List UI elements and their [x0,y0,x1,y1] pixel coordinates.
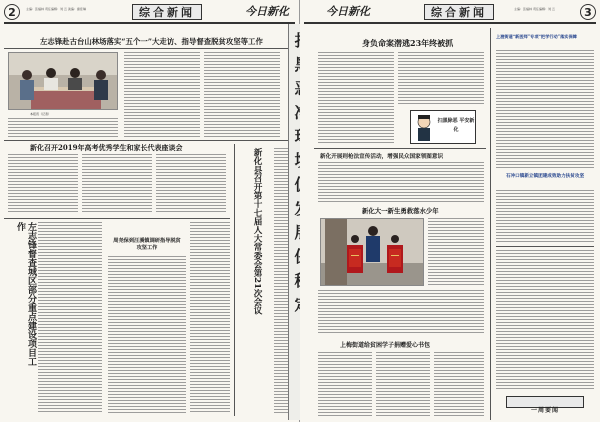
bottom-headline: 上梅街道给贫困学子捐赠爱心书包 [340,342,431,349]
sub-headline: 周尧保到汪溪镇调研指导脱贫攻坚工作 [113,238,181,251]
article-body [318,52,394,144]
right-page [300,0,600,422]
page-number: 3 [580,4,596,20]
lead-headline: 身负命案潜逃23年终被抓 [362,38,454,48]
divider [4,140,295,141]
divider [314,148,486,149]
vertical-headline: 左志锋督查城区部分重点建设项目工作 [15,222,36,366]
side-mid-headline: 石冲口镇新立镇团建成效助力扶贫攻坚 [505,174,585,179]
meeting-scene-image [9,53,118,110]
students-photo [320,218,424,286]
mid-headline: 新化召开2019年高考优秀学生和家长代表座谈会 [30,143,183,152]
article-body [108,256,186,414]
article-body [8,118,118,138]
article-body [124,52,200,138]
header-meta: 主编：张福林 责任编辑：刘 云 [514,7,555,11]
section-title: 综合新闻 [132,4,202,20]
footer-label: 一周要闻 [530,407,559,414]
article-body [434,352,484,416]
page-number: 2 [4,4,20,20]
article-body [190,222,230,414]
article-body [82,154,152,214]
article-body [38,222,102,414]
divider [234,144,235,416]
divider [490,28,491,420]
article-body [496,190,594,242]
masthead-logo: 今日新化 [245,5,289,18]
feature-headline: 新化大一新生勇救落水少年 [362,207,439,215]
badge-text: 扫黑除恶 平安新化 [437,118,475,133]
article-body [398,52,484,104]
side-top-headline: 上渡街道“新医师”专项“把学行动”落实保障 [496,34,577,39]
article-body [376,352,430,416]
award-scene-image [321,219,424,286]
vertical-headline: 新化县召开第十七届人大常委会第21次会议 [252,148,262,315]
article-body [428,218,484,286]
article-body [318,290,484,334]
article-body [318,352,372,416]
article-body [318,162,484,202]
article-body [496,50,594,170]
section-title: 综合新闻 [424,4,494,20]
masthead-logo: 今日新化 [326,5,370,18]
header-meta: 主编：张福林 责任编辑：刘 云 美编：谢佳琳 [26,7,86,11]
divider [4,48,295,49]
divider [4,218,230,219]
photo-caption: 本报讯（记者） [30,112,52,116]
police-cartoon-icon [413,113,435,143]
divider [496,246,594,247]
article-body [204,52,280,138]
article-body [156,154,226,214]
right-page-header [304,4,596,24]
left-page-header [4,4,295,24]
meeting-photo [8,52,118,110]
news-digest-body [496,250,594,390]
footer-label-box [506,396,584,414]
mid-headline: 新化开展则枪法宣传活动，增强民众国家领图意识 [320,154,444,160]
anti-crime-badge [410,110,476,144]
lead-headline: 左志锋赴古台山林场落实“五个一”大走访、指导督查脱贫攻坚等工作 [40,37,263,46]
article-body [8,154,78,214]
